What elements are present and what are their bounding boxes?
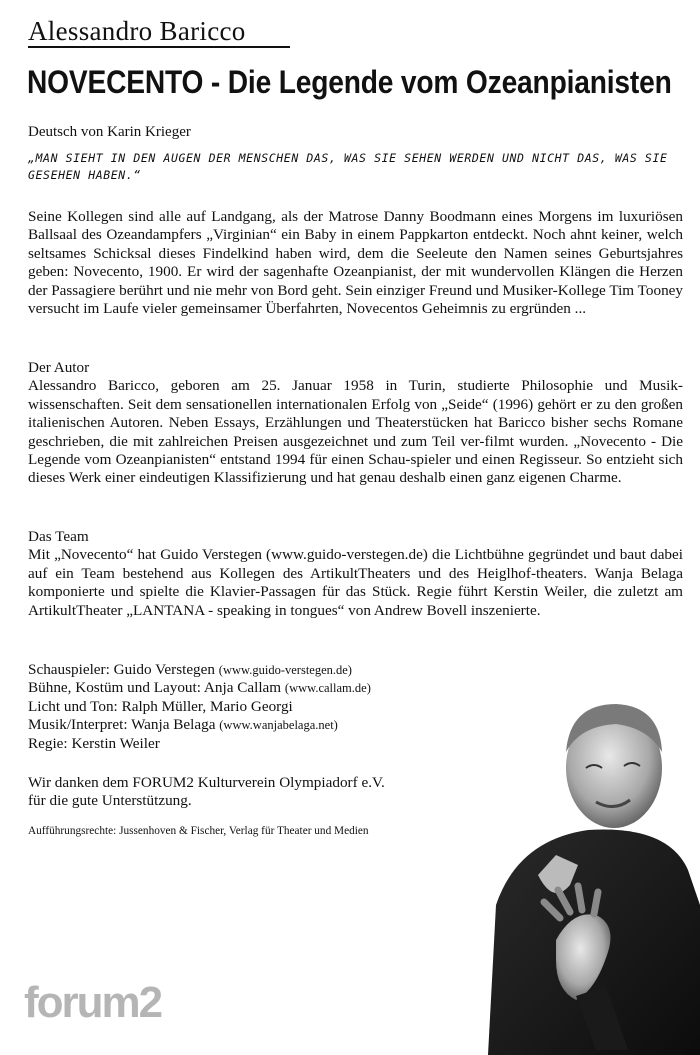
credit-line — [28, 735, 371, 753]
credits-list — [28, 661, 371, 753]
credit-role: Musik/Interpret: Wanja Belaga — [28, 716, 216, 734]
thanks-line: Wir danken dem FORUM2 Kulturverein Olympiadorf e.V. — [28, 774, 385, 791]
author-section — [28, 359, 683, 488]
performance-rights: Aufführungsrechte: Jussenhoven & Fischer, Verlag für Theater und Medien — [28, 825, 369, 837]
team-section — [28, 528, 683, 620]
credit-url: (www.guido-verstegen.de) — [218, 663, 352, 677]
credit-role: Schauspieler: Guido Verstegen — [28, 661, 215, 678]
author-name: Alessandro Baricco — [28, 16, 246, 46]
team-heading: Das Team — [28, 528, 89, 545]
actor-photo — [478, 690, 700, 1055]
page-title: NOVECENTO - Die Legende vom Ozeanpianisten — [27, 64, 672, 100]
credit-url: (www.callam.de) — [284, 681, 371, 696]
credit-line — [28, 679, 371, 697]
translator-credit: Deutsch von Karin Krieger — [28, 124, 191, 140]
forum2-logo: forum2 — [24, 978, 162, 1027]
epigraph-quote: „MAN SIEHT IN DEN AUGEN DER MENSCHEN DAS, WAS SIE SEHEN WERDEN UND NICHT DAS, WAS SIE GESEHEN HABEN.“ — [28, 151, 668, 182]
author-heading: Der Autor — [28, 359, 90, 376]
credit-line — [28, 698, 371, 716]
team-text: Mit „Novecento“ hat Guido Verstegen (www.guido-verstegen.de) die Lichtbühne gegründet und baut dabei auf ein Team bestehend aus Kollegen des ArtikultTheaters und des Heiglhof-theaters. Wanja Belaga komponierte und spielte die Klavier-Passagen für das Stück. Regie führt Kerstin Weiler, die zuletzt am ArtikultTheater „LANTANA - speaking in tongues“ von Andrew Bovell inszenierte. — [28, 546, 683, 619]
author-text: Alessandro Baricco, geboren am 25. Januar 1958 in Turin, studierte Philosophie und Musik-wissenschaften. Seit dem sensationellen internationalen Erfolg von „Seide“ (1996) gehört er zu den großen italienischen Autoren. Neben Essays, Erzählungen und Theaterstücken hat Baricco bisher sechs Romane geschrieben, die mit zahlreichen Preisen ausgezeichnet und zum Teil ver-filmt wurden. „Novecento - Die Legende vom Ozeanpianisten“ entstand 1994 für einen Schau-spieler und einen Regisseur. So entzieht sich dieses Werk einer eindeutigen Klassifizierung und hat genau deshalb einen ganz eigenen Charme. — [28, 377, 683, 487]
credit-line — [28, 661, 371, 679]
author-underline — [28, 46, 290, 48]
thanks-note — [28, 774, 385, 811]
credit-role: Regie: Kerstin Weiler — [28, 734, 160, 752]
credit-role: Licht und Ton: Ralph Müller, Mario Georgi — [28, 697, 293, 715]
credit-line — [28, 716, 371, 734]
synopsis-paragraph: Seine Kollegen sind alle auf Landgang, als der Matrose Danny Boodmann eines Morgens im luxuriösen Ballsaal des Ozeandampfers „Virginian“ ein Baby in einem Pappkarton entdeckt. Noch ahnt keiner, welch seltsames Schicksal dieses Findelkind haben wird, dem die Seeleute den Namen seines Geburtsjahres geben: Novecento, 1900. Er wird der sagenhafte Ozeanpianist, der mit wundervollen Klängen die Herzen der Passagiere berührt und nie mehr von Bord geht. Sein einziger Freund und Musiker-Kollege Tim Tooney versucht im Laufe vieler gemeinsamer Überfahrten, Novecentos Geheimnis zu ergründen ... — [28, 208, 683, 318]
credit-role: Bühne, Kostüm und Layout: Anja Callam — [28, 679, 282, 697]
thanks-line: für die gute Unterstützung. — [28, 792, 192, 810]
credit-url: (www.wanjabelaga.net) — [219, 718, 338, 733]
